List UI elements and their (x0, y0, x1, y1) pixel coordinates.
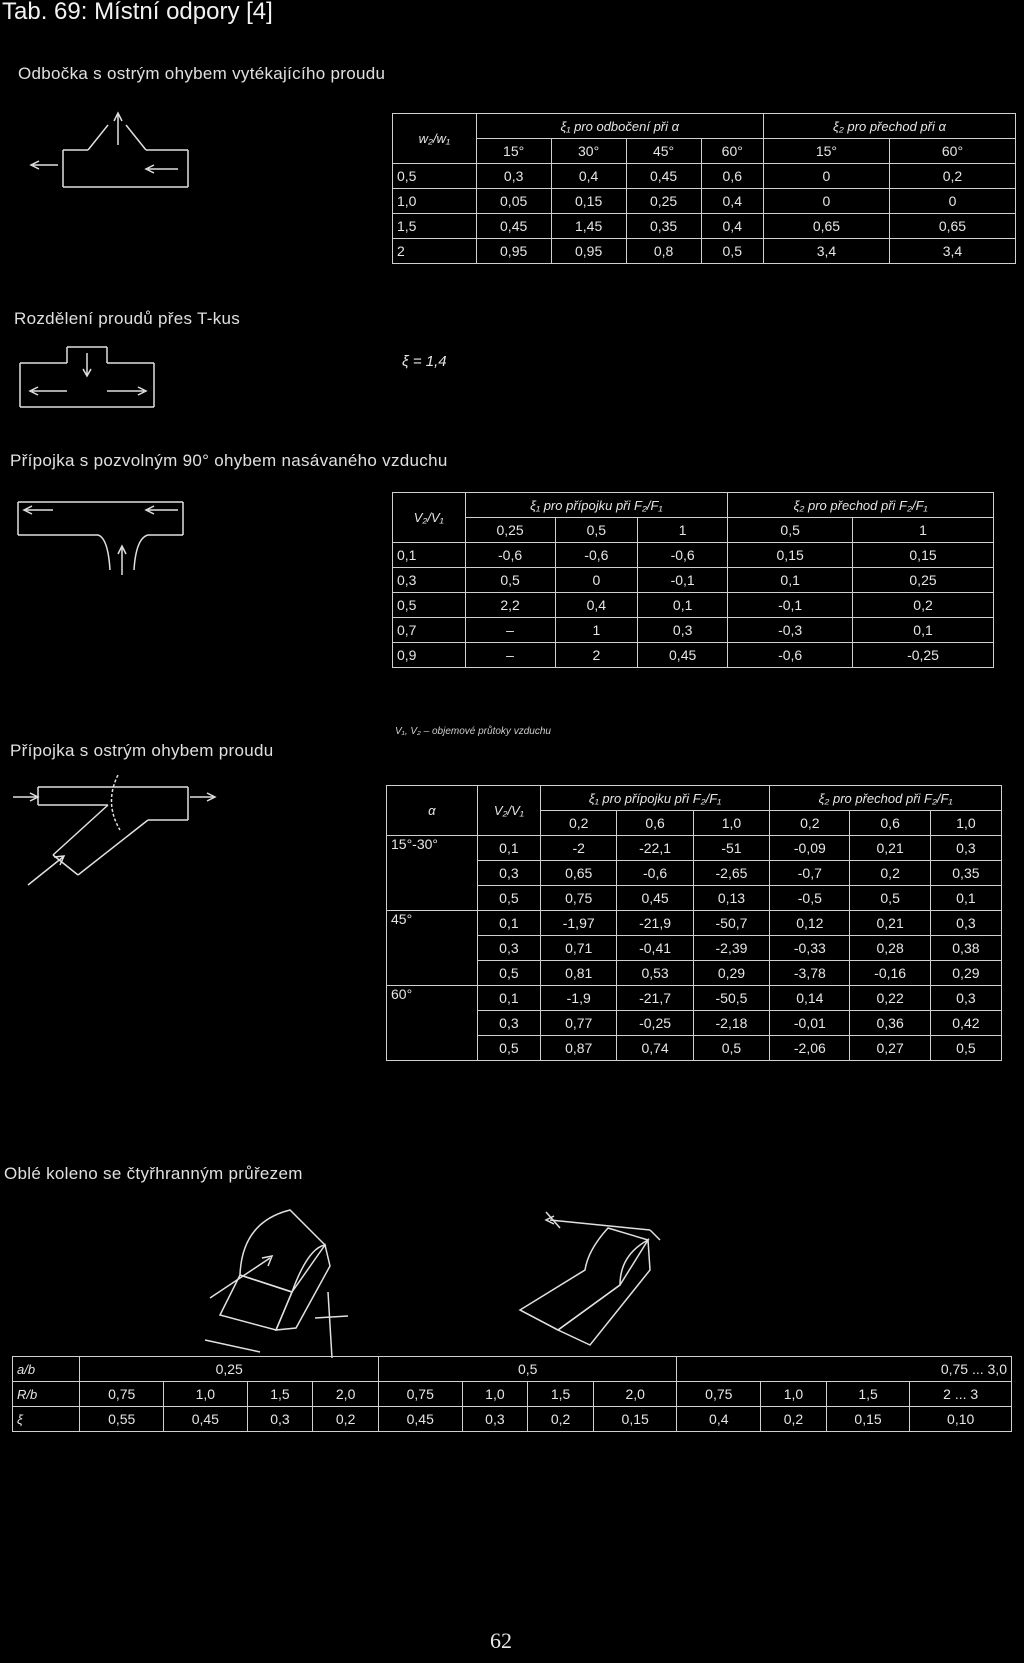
table2-col: 0,5 (555, 518, 637, 543)
table-rounded-elbow (12, 1356, 1012, 1432)
table4-cell: 2,0 (313, 1382, 379, 1407)
table2-note: V₁, V₂ – objemové průtoky vzduchu (395, 726, 551, 737)
table3-cell: -50,7 (693, 911, 769, 936)
table3-cell: 0,5 (477, 1036, 540, 1061)
table2-cell: -0,25 (853, 643, 994, 668)
table3-cell: 0,81 (541, 961, 617, 986)
table-row (13, 1407, 1012, 1432)
table-row (393, 164, 1016, 189)
table2-cell: 0,1 (853, 618, 994, 643)
table1-cell: 1,5 (393, 214, 477, 239)
table3-cell: 0,1 (477, 911, 540, 936)
table2-cell: 0,9 (393, 643, 466, 668)
section-heading-flow-split: Rozdělení proudů přes T-kus (14, 309, 241, 328)
table2-cell: – (465, 643, 555, 668)
table2-col: 0,25 (465, 518, 555, 543)
sharp-connection-diagram (8, 775, 238, 895)
table3-cell: 0,87 (541, 1036, 617, 1061)
table2-cell: 0 (555, 568, 637, 593)
table2-col: 0,5 (728, 518, 853, 543)
table4-cell: 0,15 (593, 1407, 677, 1432)
table-row (13, 1382, 1012, 1407)
table1-cell: 0,2 (889, 164, 1015, 189)
table3-cell: -2 (541, 836, 617, 861)
table1-header-group1: ξ₁ pro odbočení při α (476, 114, 763, 139)
table-row (393, 214, 1016, 239)
table3-ratio-label: V₂/V₁ (477, 786, 540, 836)
table-row (13, 1357, 1012, 1382)
table4-cell: 1,5 (247, 1382, 313, 1407)
table3-cell: 0,21 (850, 836, 930, 861)
table-row (387, 911, 1002, 936)
table4-row1-label: a/b (13, 1357, 80, 1382)
table4-cell: 0,45 (378, 1407, 462, 1432)
table1-col: 15° (763, 139, 889, 164)
table1-cell: 0,5 (701, 239, 763, 264)
table3-cell: 0,45 (617, 886, 693, 911)
table1-col: 45° (626, 139, 701, 164)
table-row (387, 886, 1002, 911)
table1-cell: 1,0 (393, 189, 477, 214)
table2-cell: – (465, 618, 555, 643)
table2-cell: -0,3 (728, 618, 853, 643)
table4-cell: 0,45 (164, 1407, 248, 1432)
table3-cell: -2,39 (693, 936, 769, 961)
table2-cell: 0,1 (638, 593, 728, 618)
table-row (387, 861, 1002, 886)
table2-cell: 0,45 (638, 643, 728, 668)
table3-cell: 0,12 (770, 911, 850, 936)
table1-col: 60° (889, 139, 1015, 164)
table3-alpha: 45° (387, 911, 478, 986)
table1-cell: 2 (393, 239, 477, 264)
table3-cell: -0,25 (617, 1011, 693, 1036)
table3-cell: 0,3 (930, 986, 1001, 1011)
table1-header-group2: ξ₂ pro přechod při α (763, 114, 1015, 139)
table4-row3-label: ξ (13, 1407, 80, 1432)
table4-cell: 0,75 (677, 1382, 761, 1407)
table4-cell: 0,10 (910, 1407, 1012, 1432)
table2-cell: 0,3 (393, 568, 466, 593)
table1-cell: 3,4 (763, 239, 889, 264)
table3-cell: -21,9 (617, 911, 693, 936)
table3-cell: -51 (693, 836, 769, 861)
table3-cell: -1,9 (541, 986, 617, 1011)
table1-cell: 0,4 (701, 214, 763, 239)
table3-cell: -2,65 (693, 861, 769, 886)
table3-col: 0,6 (617, 811, 693, 836)
section-heading-gradual-bend: Přípojka s pozvolným 90° ohybem nasávaného vzduchu (10, 451, 448, 470)
section-heading-rounded-elbow: Oblé koleno se čtyřhranným průřezem (4, 1164, 303, 1183)
table-row (393, 643, 994, 668)
table2-cell: 0,1 (728, 568, 853, 593)
table4-cell: 0,5 (378, 1357, 677, 1382)
table3-cell: -22,1 (617, 836, 693, 861)
table3-cell: 0,14 (770, 986, 850, 1011)
table-row (387, 1036, 1002, 1061)
table3-cell: -0,09 (770, 836, 850, 861)
table-row (387, 1011, 1002, 1036)
table2-cell: 0,15 (728, 543, 853, 568)
table3-cell: 0,3 (930, 911, 1001, 936)
table2-cell: 0,5 (393, 593, 466, 618)
table3-cell: -0,01 (770, 1011, 850, 1036)
table4-cell: 1,5 (826, 1382, 910, 1407)
table3-cell: 0,5 (477, 961, 540, 986)
table4-cell: 1,0 (761, 1382, 827, 1407)
table3-cell: 0,1 (477, 986, 540, 1011)
table4-cell: 1,0 (164, 1382, 248, 1407)
table3-cell: -0,6 (617, 861, 693, 886)
table3-col: 0,2 (541, 811, 617, 836)
table1-cell: 0 (763, 189, 889, 214)
table1-cell: 0,25 (626, 189, 701, 214)
table3-col: 0,6 (850, 811, 930, 836)
table1-row-header: w₂/w₁ (393, 114, 477, 164)
table3-cell: -1,97 (541, 911, 617, 936)
table3-col: 0,2 (770, 811, 850, 836)
tee-gradual-diagram (8, 490, 218, 590)
table3-cell: 0,5 (477, 886, 540, 911)
table4-cell: 0,2 (528, 1407, 594, 1432)
table1-cell: 0,5 (393, 164, 477, 189)
table3-cell: 0,71 (541, 936, 617, 961)
table2-cell: -0,6 (465, 543, 555, 568)
table1-cell: 0,95 (551, 239, 626, 264)
table2-cell: 1 (555, 618, 637, 643)
table2-cell: 0,15 (853, 543, 994, 568)
table3-cell: 0,65 (541, 861, 617, 886)
table2-cell: 2,2 (465, 593, 555, 618)
page-title: Tab. 69: Místní odpory [4] (2, 0, 273, 25)
table3-cell: 0,3 (930, 836, 1001, 861)
table1-cell: 3,4 (889, 239, 1015, 264)
table4-cell: 1,5 (528, 1382, 594, 1407)
table1-cell: 0 (889, 189, 1015, 214)
table3-cell: -2,06 (770, 1036, 850, 1061)
table-row (393, 543, 994, 568)
table-row (387, 986, 1002, 1011)
table4-cell: 2 ... 3 (910, 1382, 1012, 1407)
table3-alpha-label: α (387, 786, 478, 836)
table-row (387, 961, 1002, 986)
tee-split-diagram (12, 345, 162, 415)
table4-cell: 0,75 (378, 1382, 462, 1407)
table3-cell: -0,5 (770, 886, 850, 911)
table-row (393, 593, 994, 618)
table3-cell: 0,38 (930, 936, 1001, 961)
table-row (393, 568, 994, 593)
page-number: 62 (490, 1628, 512, 1653)
table-sharp-connection (386, 785, 1002, 1061)
table3-cell: 0,5 (850, 886, 930, 911)
table3-cell: 0,28 (850, 936, 930, 961)
table3-cell: -2,18 (693, 1011, 769, 1036)
table4-cell: 0,2 (761, 1407, 827, 1432)
table2-cell: 2 (555, 643, 637, 668)
table3-header-group1: ξ₁ pro přípojku při F₂/F₁ (541, 786, 770, 811)
table3-cell: 0,29 (693, 961, 769, 986)
table4-cell: 2,0 (593, 1382, 677, 1407)
table2-cell: 0,4 (555, 593, 637, 618)
table1-cell: 0,6 (701, 164, 763, 189)
table4-cell: 0,15 (826, 1407, 910, 1432)
table4-cell: 0,3 (247, 1407, 313, 1432)
table1-cell: 0,05 (476, 189, 551, 214)
table3-col: 1,0 (930, 811, 1001, 836)
table1-col: 60° (701, 139, 763, 164)
table2-col: 1 (853, 518, 994, 543)
table2-cell: -0,1 (728, 593, 853, 618)
table3-cell: 0,75 (541, 886, 617, 911)
table2-cell: 0,5 (465, 568, 555, 593)
section-heading-branch-sharp: Odbočka s ostrým ohybem vytékajícího proudu (18, 64, 386, 83)
table2-col: 1 (638, 518, 728, 543)
table2-cell: 0,2 (853, 593, 994, 618)
table1-cell: 0,65 (889, 214, 1015, 239)
table1-cell: 0,45 (626, 164, 701, 189)
table1-cell: 0,3 (476, 164, 551, 189)
table3-cell: 0,3 (477, 861, 540, 886)
table3-cell: -0,16 (850, 961, 930, 986)
table3-cell: 0,3 (477, 936, 540, 961)
table1-cell: 0,4 (551, 164, 626, 189)
table-gradual-bend (392, 492, 994, 668)
table1-cell: 0 (763, 164, 889, 189)
table3-cell: 0,74 (617, 1036, 693, 1061)
table3-cell: 0,77 (541, 1011, 617, 1036)
table-row (387, 936, 1002, 961)
table4-cell: 0,3 (462, 1407, 528, 1432)
tee-branch-diagram (8, 105, 208, 225)
table3-col: 1,0 (693, 811, 769, 836)
table-row (387, 836, 1002, 861)
table2-cell: 0,7 (393, 618, 466, 643)
table4-cell: 0,75 ... 3,0 (677, 1357, 1012, 1382)
table1-cell: 0,8 (626, 239, 701, 264)
table3-alpha: 60° (387, 986, 478, 1061)
table1-cell: 0,35 (626, 214, 701, 239)
table1-cell: 0,65 (763, 214, 889, 239)
table3-cell: 0,53 (617, 961, 693, 986)
rounded-elbow-diagram-1 (180, 1200, 380, 1360)
table3-cell: 0,22 (850, 986, 930, 1011)
table3-cell: 0,27 (850, 1036, 930, 1061)
table3-cell: 0,1 (930, 886, 1001, 911)
table3-cell: -50,5 (693, 986, 769, 1011)
table3-cell: -0,33 (770, 936, 850, 961)
table3-cell: 0,21 (850, 911, 930, 936)
table4-cell: 0,55 (80, 1407, 164, 1432)
table2-cell: -0,1 (638, 568, 728, 593)
table4-cell: 1,0 (462, 1382, 528, 1407)
table1-cell: 0,95 (476, 239, 551, 264)
table2-cell: -0,6 (555, 543, 637, 568)
rounded-elbow-diagram-2 (500, 1200, 700, 1360)
table1-cell: 0,15 (551, 189, 626, 214)
table3-cell: 0,3 (477, 1011, 540, 1036)
table2-cell: 0,25 (853, 568, 994, 593)
table2-cell: 0,3 (638, 618, 728, 643)
table1-col: 30° (551, 139, 626, 164)
table1-cell: 0,4 (701, 189, 763, 214)
table3-cell: 0,5 (930, 1036, 1001, 1061)
table3-cell: -3,78 (770, 961, 850, 986)
table2-cell: -0,6 (728, 643, 853, 668)
table3-cell: -21,7 (617, 986, 693, 1011)
table4-cell: 0,25 (80, 1357, 379, 1382)
section-heading-sharp-connection: Přípojka s ostrým ohybem proudu (10, 741, 274, 760)
table1-cell: 0,45 (476, 214, 551, 239)
table4-cell: 0,2 (313, 1407, 379, 1432)
table3-alpha: 15°-30° (387, 836, 478, 911)
table3-header-group2: ξ₂ pro přechod při F₂/F₁ (770, 786, 1002, 811)
table-row (393, 189, 1016, 214)
table3-cell: 0,2 (850, 861, 930, 886)
table3-cell: 0,35 (930, 861, 1001, 886)
table1-cell: 1,45 (551, 214, 626, 239)
table-row (393, 239, 1016, 264)
table2-header-group1: ξ₁ pro přípojku při F₂/F₁ (465, 493, 728, 518)
table3-cell: -0,7 (770, 861, 850, 886)
table3-cell: 0,36 (850, 1011, 930, 1036)
table3-cell: 0,1 (477, 836, 540, 861)
table3-cell: 0,29 (930, 961, 1001, 986)
table1-col: 15° (476, 139, 551, 164)
table4-cell: 0,4 (677, 1407, 761, 1432)
table-branch-sharp (392, 113, 1016, 264)
table3-cell: -0,41 (617, 936, 693, 961)
table-row (393, 618, 994, 643)
table2-row-header: V₂/V₁ (393, 493, 466, 543)
table4-cell: 0,75 (80, 1382, 164, 1407)
table3-cell: 0,42 (930, 1011, 1001, 1036)
table4-row2-label: R/b (13, 1382, 80, 1407)
table3-cell: 0,5 (693, 1036, 769, 1061)
flow-split-formula: ξ = 1,4 (402, 353, 447, 370)
table2-cell: 0,1 (393, 543, 466, 568)
table3-cell: 0,13 (693, 886, 769, 911)
table2-header-group2: ξ₂ pro přechod při F₂/F₁ (728, 493, 994, 518)
table2-cell: -0,6 (638, 543, 728, 568)
